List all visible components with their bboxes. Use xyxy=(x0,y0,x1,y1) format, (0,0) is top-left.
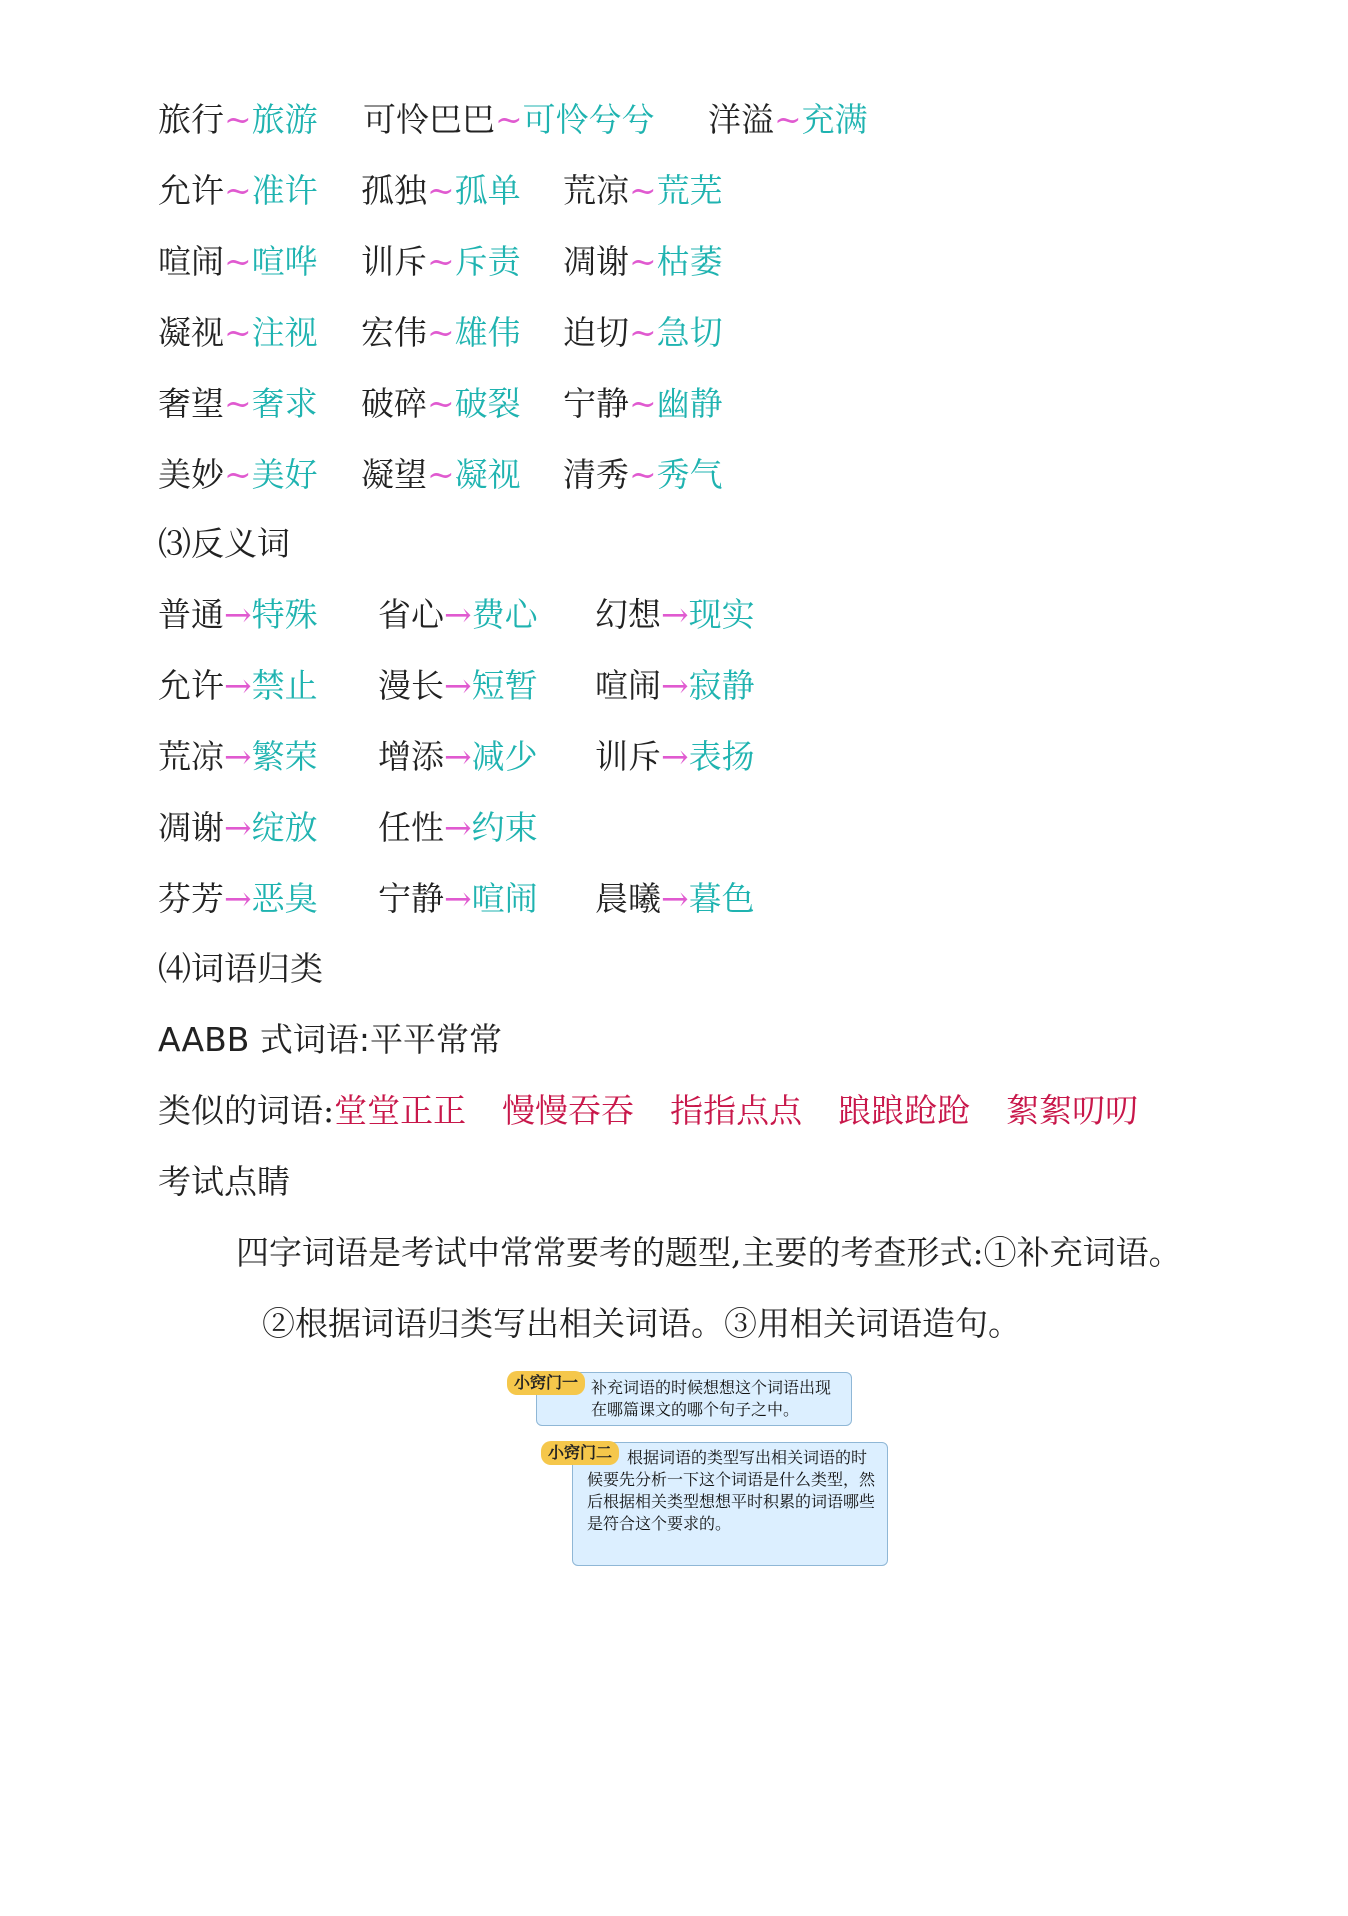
word: 允许 xyxy=(158,666,224,705)
synonym-pair xyxy=(361,169,521,213)
antonym-pair xyxy=(595,664,755,708)
word: 训斥 xyxy=(595,737,661,776)
word: 凝望 xyxy=(361,455,427,494)
word: 喧闹 xyxy=(158,242,224,281)
synonym-answer: 幽静 xyxy=(656,384,723,423)
arrow-separator: → xyxy=(444,595,472,634)
tilde-separator: ~ xyxy=(224,455,252,494)
word: 清秀 xyxy=(563,455,629,494)
tilde-separator: ~ xyxy=(224,242,252,281)
tilde-separator: ~ xyxy=(629,242,657,281)
synonym-pair xyxy=(563,382,723,426)
antonym-pair xyxy=(378,664,538,708)
antonym-pair xyxy=(158,806,318,850)
synonym-pair xyxy=(563,453,723,497)
antonym-answer: 减少 xyxy=(471,737,538,776)
word: 洋溢 xyxy=(708,100,774,139)
arrow-separator: → xyxy=(444,879,472,918)
word: 宁静 xyxy=(563,384,629,423)
similar-word: 堂堂正正 xyxy=(334,1091,467,1130)
antonym-pair xyxy=(595,877,755,921)
synonym-pair xyxy=(158,311,318,355)
tilde-separator: ~ xyxy=(224,100,252,139)
arrow-separator: → xyxy=(661,879,689,918)
synonym-pair xyxy=(158,382,318,426)
synonym-answer: 准许 xyxy=(251,171,318,210)
antonym-answer: 繁荣 xyxy=(251,737,318,776)
tilde-separator: ~ xyxy=(224,384,252,423)
synonym-answer: 美好 xyxy=(251,455,318,494)
synonym-answer: 可怜兮兮 xyxy=(522,100,655,139)
similar-word: 踉踉跄跄 xyxy=(838,1091,971,1130)
antonym-answer: 恶臭 xyxy=(251,879,318,918)
synonym-pair xyxy=(158,240,318,284)
tilde-separator: ~ xyxy=(427,455,455,494)
synonym-pair xyxy=(361,240,521,284)
word: 训斥 xyxy=(361,242,427,281)
synonym-answer: 急切 xyxy=(656,313,723,352)
tilde-separator: ~ xyxy=(224,171,252,210)
antonym-pair xyxy=(158,877,318,921)
arrow-separator: → xyxy=(661,737,689,776)
antonym-answer: 费心 xyxy=(471,595,538,634)
synonym-answer: 奢求 xyxy=(251,384,318,423)
tilde-separator: ~ xyxy=(495,100,523,139)
antonym-pair xyxy=(595,593,755,637)
antonym-pair xyxy=(595,735,755,779)
tilde-separator: ~ xyxy=(629,455,657,494)
tip-tag-2: 小窍门二 xyxy=(541,1441,619,1465)
synonym-answer: 破裂 xyxy=(454,384,521,423)
synonym-pair xyxy=(361,382,521,426)
word: 美妙 xyxy=(158,455,224,494)
tilde-separator: ~ xyxy=(224,313,252,352)
word: 任性 xyxy=(378,808,444,847)
tip-box-1 xyxy=(514,1372,852,1426)
synonym-pair xyxy=(563,311,723,355)
arrow-separator: → xyxy=(224,737,252,776)
similar-words xyxy=(334,1091,1174,1130)
arrow-separator: → xyxy=(444,737,472,776)
antonym-pair xyxy=(378,735,538,779)
synonym-answer: 旅游 xyxy=(251,100,318,139)
arrow-separator: → xyxy=(661,666,689,705)
synonym-pair xyxy=(563,169,723,213)
word: 允许 xyxy=(158,171,224,210)
antonym-pair xyxy=(158,664,318,708)
antonym-pair xyxy=(158,735,318,779)
synonym-answer: 秀气 xyxy=(656,455,723,494)
tilde-separator: ~ xyxy=(427,384,455,423)
similar-words-line xyxy=(158,1089,1174,1133)
synonym-pair xyxy=(363,98,655,142)
exam-paragraph-line2: ②根据词语归类写出相关词语。③用相关词语造句。 xyxy=(262,1304,1021,1343)
word: 奢望 xyxy=(158,384,224,423)
antonym-answer: 寂静 xyxy=(688,666,755,705)
synonym-answer: 枯萎 xyxy=(656,242,723,281)
synonym-answer: 孤单 xyxy=(454,171,521,210)
synonym-pair xyxy=(361,453,521,497)
tilde-separator: ~ xyxy=(427,242,455,281)
exam-heading: 考试点睛 xyxy=(158,1162,290,1201)
synonym-pair xyxy=(158,169,318,213)
similar-word: 指指点点 xyxy=(670,1091,803,1130)
synonym-answer: 雄伟 xyxy=(454,313,521,352)
word: 迫切 xyxy=(563,313,629,352)
antonym-answer: 暮色 xyxy=(688,879,755,918)
word: 漫长 xyxy=(378,666,444,705)
synonym-answer: 注视 xyxy=(251,313,318,352)
word: 增添 xyxy=(378,737,444,776)
antonym-answer: 特殊 xyxy=(251,595,318,634)
word: 幻想 xyxy=(595,595,661,634)
arrow-separator: → xyxy=(224,595,252,634)
word: 普通 xyxy=(158,595,224,634)
arrow-separator: → xyxy=(224,808,252,847)
similar-word: 絮絮叨叨 xyxy=(1006,1091,1139,1130)
antonym-answer: 禁止 xyxy=(251,666,318,705)
tilde-separator: ~ xyxy=(774,100,802,139)
similar-label: 类似的词语: xyxy=(158,1091,335,1130)
antonym-answer: 绽放 xyxy=(251,808,318,847)
synonym-pair xyxy=(361,311,521,355)
word: 省心 xyxy=(378,595,444,634)
antonym-answer: 喧闹 xyxy=(471,879,538,918)
word: 凝视 xyxy=(158,313,224,352)
word: 宁静 xyxy=(378,879,444,918)
exam-paragraph-line1: 四字词语是考试中常常要考的题型,主要的考查形式:①补充词语。 xyxy=(236,1233,1182,1272)
word: 破碎 xyxy=(361,384,427,423)
word: 凋谢 xyxy=(563,242,629,281)
word: 可怜巴巴 xyxy=(363,100,495,139)
arrow-separator: → xyxy=(224,666,252,705)
synonym-answer: 喧哗 xyxy=(251,242,318,281)
aabb-label: AABB 式词语:平平常常 xyxy=(158,1020,502,1059)
antonym-pair xyxy=(378,877,538,921)
tilde-separator: ~ xyxy=(629,384,657,423)
synonym-answer: 充满 xyxy=(801,100,868,139)
tip-text-1: 补充词语的时候想想这个词语出现在哪篇课文的哪个句子之中。 xyxy=(591,1378,832,1419)
word: 荒凉 xyxy=(158,737,224,776)
word: 喧闹 xyxy=(595,666,661,705)
synonym-pair xyxy=(158,453,318,497)
synonym-pair xyxy=(708,98,868,142)
antonym-answer: 约束 xyxy=(471,808,538,847)
arrow-separator: → xyxy=(661,595,689,634)
antonym-pair xyxy=(378,593,538,637)
synonym-pair xyxy=(158,98,318,142)
word: 宏伟 xyxy=(361,313,427,352)
antonym-answer: 表扬 xyxy=(688,737,755,776)
tip-text-2: 根据词语的类型写出相关词语的时候要先分析一下这个词语是什么类型，然后根据相关类型想想平时积累的词语哪些是符合这个要求的。 xyxy=(587,1448,876,1533)
antonym-answer: 短暂 xyxy=(471,666,538,705)
synonym-answer: 荒芜 xyxy=(656,171,723,210)
antonym-heading: ⑶反义词 xyxy=(158,524,290,563)
tilde-separator: ~ xyxy=(427,313,455,352)
arrow-separator: → xyxy=(444,666,472,705)
word: 晨曦 xyxy=(595,879,661,918)
word: 旅行 xyxy=(158,100,224,139)
antonym-pair xyxy=(378,806,538,850)
synonym-pair xyxy=(563,240,723,284)
word: 孤独 xyxy=(361,171,427,210)
synonym-answer: 斥责 xyxy=(454,242,521,281)
word: 荒凉 xyxy=(563,171,629,210)
tilde-separator: ~ xyxy=(629,171,657,210)
tilde-separator: ~ xyxy=(629,313,657,352)
arrow-separator: → xyxy=(224,879,252,918)
tip-tag-1: 小窍门一 xyxy=(507,1371,585,1395)
similar-word: 慢慢吞吞 xyxy=(502,1091,635,1130)
antonym-answer: 现实 xyxy=(688,595,755,634)
antonym-pair xyxy=(158,593,318,637)
tip-box-2 xyxy=(548,1442,888,1566)
word: 凋谢 xyxy=(158,808,224,847)
classify-heading: ⑷词语归类 xyxy=(158,949,323,988)
aabb-line xyxy=(158,1018,502,1062)
tilde-separator: ~ xyxy=(427,171,455,210)
word: 芬芳 xyxy=(158,879,224,918)
synonym-answer: 凝视 xyxy=(454,455,521,494)
arrow-separator: → xyxy=(444,808,472,847)
